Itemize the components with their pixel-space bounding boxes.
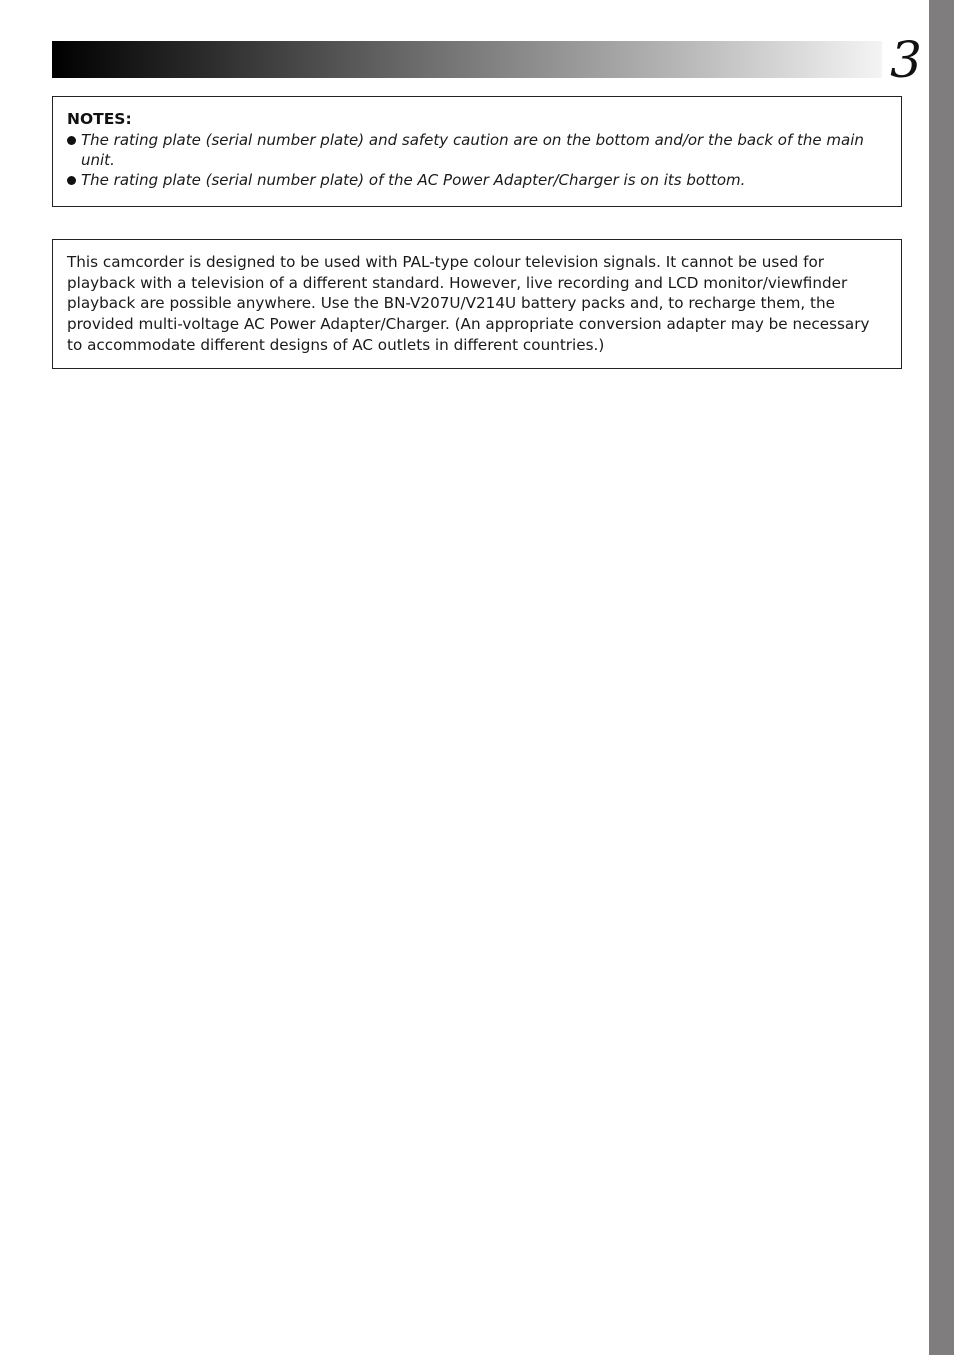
bullet-icon [67, 136, 76, 145]
note-text: The rating plate (serial number plate) of the AC Power Adapter/Charger is on its bottom. [81, 171, 746, 189]
header-gradient-bar [52, 41, 882, 78]
info-box [52, 239, 902, 369]
note-item [67, 130, 887, 170]
side-tab [929, 0, 954, 1355]
note-text: The rating plate (serial number plate) and safety caution are on the bottom and/or the back of the main unit. [81, 131, 864, 169]
notes-box [52, 96, 902, 207]
notes-title: NOTES: [67, 110, 132, 128]
bullet-icon [67, 176, 76, 185]
page-number: 3 [890, 31, 922, 89]
info-paragraph: This camcorder is designed to be used with PAL-type colour television signals. It cannot be used for playback with a television of a different standard. However, live recording and LCD monitor/viewfinder playback are possible anywhere. Use the BN-V207U/V214U battery packs and, to recharge them, the provided multi-voltage AC Power Adapter/Charger. (An appropriate conversion adapter may be necessary to accommodate different designs of AC outlets in different countries.) [67, 253, 870, 354]
note-item [67, 170, 887, 190]
